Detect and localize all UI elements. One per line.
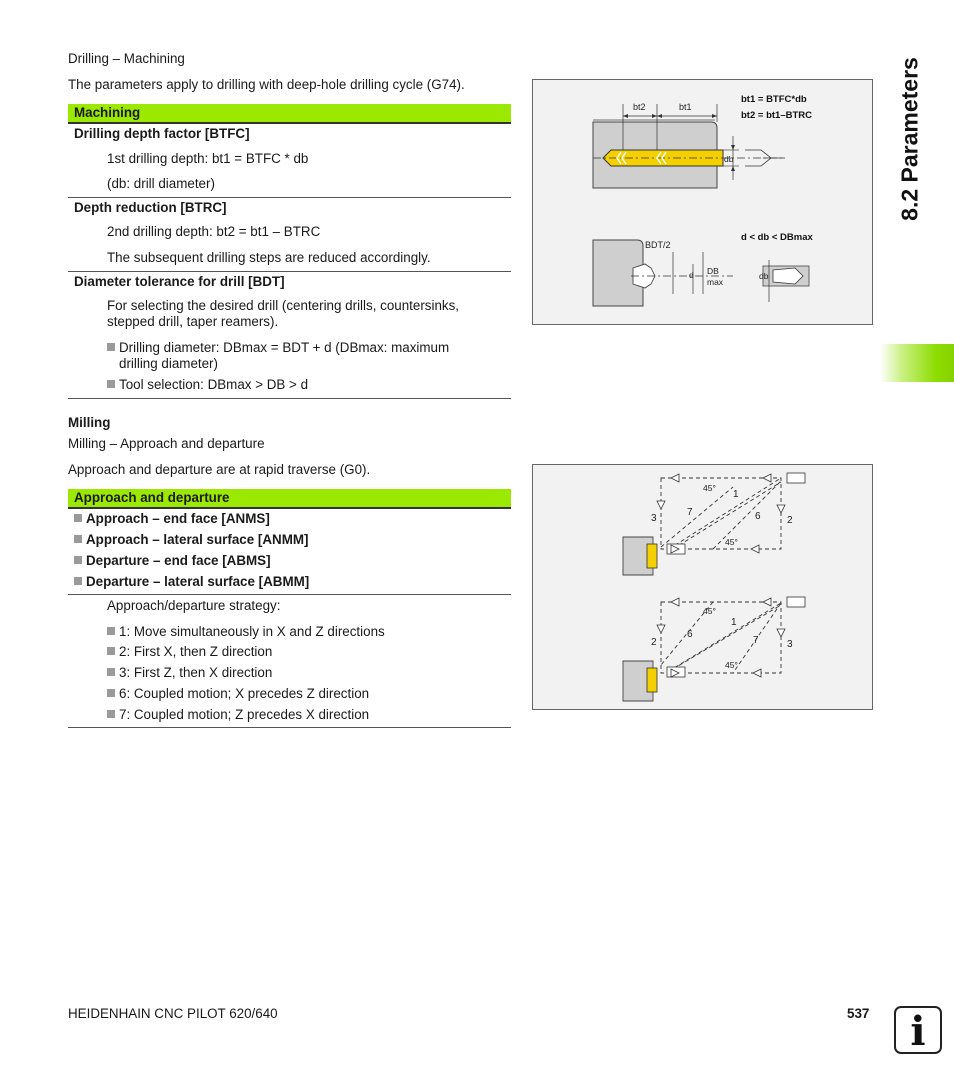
fig2-bottom-a2: 45° — [725, 660, 738, 670]
formula-1: bt1 = BTFC*db — [741, 94, 807, 105]
fig2-top-n7: 7 — [687, 507, 693, 518]
intro: The parameters apply to drilling with deep-hole drilling cycle (G74). — [68, 77, 465, 92]
machining-bar: Machining — [68, 104, 511, 122]
param-line: 1st drilling depth: bt1 = BTFC * db — [107, 151, 309, 166]
bullet-icon — [74, 535, 82, 543]
fig1-label-DB: DB — [707, 266, 719, 276]
milling-kicker: Milling – Approach and departure — [68, 436, 265, 451]
drilling-figure — [532, 79, 873, 325]
fig1-label-db2: db — [759, 271, 769, 281]
fig1-label-bt2: bt2 — [633, 102, 646, 112]
list-item: 3: First Z, then X direction — [107, 665, 272, 680]
divider — [68, 122, 511, 124]
list-item: 6: Coupled motion; X precedes Z direction — [107, 686, 369, 701]
param-title: Depth reduction [BTRC] — [74, 200, 227, 215]
list-item: Tool selection: DBmax > DB > d — [107, 377, 308, 392]
list-item: 1: Move simultaneously in X and Z directions — [107, 624, 385, 639]
param-line: 2nd drilling depth: bt2 = bt1 – BTRC — [107, 224, 321, 239]
fig2-bottom-n2: 2 — [651, 637, 657, 648]
fig1-label-bdt: BDT/2 — [645, 240, 671, 250]
condition: d < db < DBmax — [741, 232, 813, 243]
param-item: Departure – lateral surface [ABMM] — [74, 574, 309, 589]
fig1-label-db: db — [724, 154, 734, 164]
divider — [68, 398, 511, 399]
bullet-icon — [107, 710, 115, 718]
fig2-top-n1: 1 — [733, 489, 739, 500]
bullet-icon — [107, 689, 115, 697]
strategy-label: Approach/departure strategy: — [107, 598, 281, 613]
bullet-icon — [107, 647, 115, 655]
fig2-top-a1: 45° — [703, 483, 716, 493]
fig1-label-max: max — [707, 277, 724, 287]
fig2-top-n6: 6 — [755, 511, 761, 522]
formula-2: bt2 = bt1–BTRC — [741, 110, 812, 121]
milling-intro: Approach and departure are at rapid traverse (G0). — [68, 462, 371, 477]
bullet-icon — [107, 627, 115, 635]
list-item: Drilling diameter: DBmax = BDT + d (DBmax: maximum — [107, 340, 449, 355]
fig2-bottom-n3: 3 — [787, 639, 793, 650]
fig2-top-n2: 2 — [787, 515, 793, 526]
bullet-icon — [107, 343, 115, 351]
bullet-icon — [107, 668, 115, 676]
page-number: 537 — [847, 1006, 870, 1021]
param-item: Approach – end face [ANMS] — [74, 511, 270, 526]
divider — [68, 727, 511, 728]
param-desc: stepped drill, taper reamers). — [107, 314, 279, 329]
section-title: 8.2 Parameters — [896, 57, 923, 221]
param-title: Diameter tolerance for drill [BDT] — [74, 274, 285, 289]
fig2-bottom-n1: 1 — [731, 617, 737, 628]
info-icon[interactable]: i — [894, 1006, 942, 1054]
bullet-icon — [74, 577, 82, 585]
fig2-top-n3: 3 — [651, 513, 657, 524]
bullet-icon — [107, 380, 115, 388]
divider — [68, 271, 511, 272]
fig2-bottom-n7: 7 — [753, 635, 759, 646]
footer-product: HEIDENHAIN CNC PILOT 620/640 — [68, 1006, 278, 1021]
milling-title: Milling — [68, 415, 111, 430]
param-title: Drilling depth factor [BTFC] — [74, 126, 250, 141]
fig1-label-d: d — [689, 270, 694, 280]
fig2-top-a2: 45° — [725, 537, 738, 547]
param-item: Approach – lateral surface [ANMM] — [74, 532, 308, 547]
fig1-label-bt1: bt1 — [679, 102, 692, 112]
bullet-icon — [74, 514, 82, 522]
approach-figure — [532, 464, 873, 710]
bullet-icon — [74, 556, 82, 564]
param-line: (db: drill diameter) — [107, 176, 215, 191]
list-item: 2: First X, then Z direction — [107, 644, 272, 659]
list-item: 7: Coupled motion; Z precedes X direction — [107, 707, 369, 722]
approach-bar: Approach and departure — [68, 489, 511, 507]
param-desc: For selecting the desired drill (centering drills, countersinks, — [107, 298, 460, 313]
divider — [68, 594, 511, 595]
list-item-cont: drilling diameter) — [119, 356, 218, 371]
kicker: Drilling – Machining — [68, 51, 185, 66]
divider — [68, 197, 511, 198]
param-line: The subsequent drilling steps are reduced accordingly. — [107, 250, 431, 265]
divider — [68, 507, 511, 509]
fig2-bottom-n6: 6 — [687, 629, 693, 640]
fig2-bottom-a1: 45° — [703, 606, 716, 616]
chapter-tab[interactable] — [880, 344, 954, 382]
param-item: Departure – end face [ABMS] — [74, 553, 271, 568]
